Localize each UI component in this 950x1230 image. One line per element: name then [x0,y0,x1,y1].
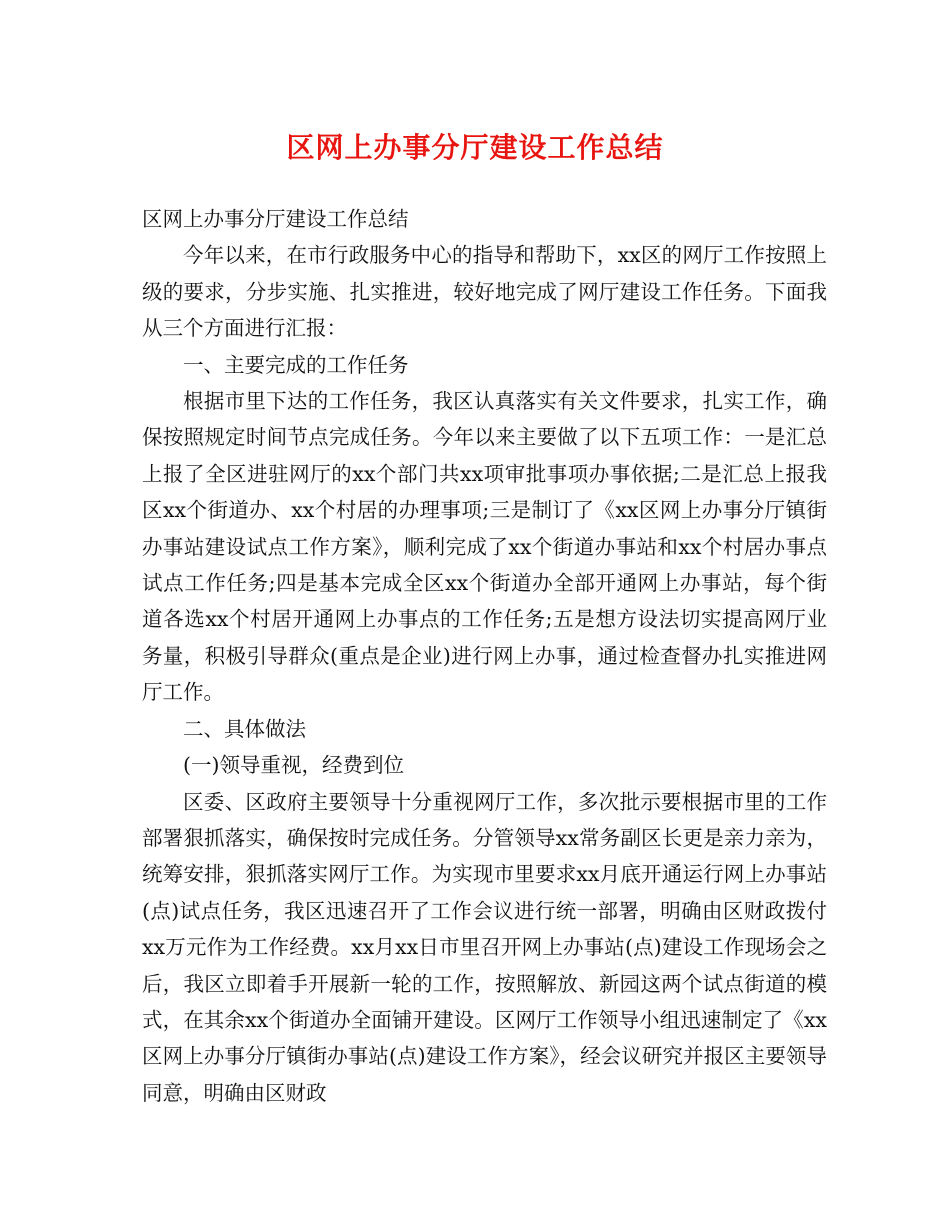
paragraph-tasks: 根据市里下达的工作任务，我区认真落实有关文件要求，扎实工作，确保按照规定时间节点完成任务。今年以来主要做了以下五项工作：一是汇总上报了全区进驻网厅的xx个部门共xx项审批事项办事依据;二是汇总上报我区xx个街道办、xx个村居的办理事项;三是制订了《xx区网上办事分厅镇街办事站建设试点工作方案》，顺利完成了xx个街道办事站和xx个村居办事点试点工作任务;四是基本完成全区xx个街道办全部开通网上办事站，每个街道各选xx个村居开通网上办事点的工作任务;五是想方设法切实提高网厅业务量，积极引导群众(重点是企业)进行网上办事，通过检查督办扎实推进网厅工作。 [142,389,827,705]
document-body [142,201,827,1111]
document-title: 区网上办事分厅建设工作总结 [286,131,664,164]
section-heading-1: 一、主要完成的工作任务 [183,352,409,377]
subsection-heading-1: (一)领导重视，经费到位 [183,753,404,778]
paragraph-leadership: 区委、区政府主要领导十分重视网厅工作，多次批示要根据市里的工作部署狠抓落实，确保按时完成任务。分管领导xx常务副区长更是亲力亲为，统筹安排，狠抓落实网厅工作。为实现市里要求xx月底开通运行网上办事站(点)试点任务，我区迅速召开了工作会议进行统一部署，明确由区财政拨付xx万元作为工作经费。xx月xx日市里召开网上办事站(点)建设工作现场会之后，我区立即着手开展新一轮的工作，按照解放、新园这两个试点街道的模式，在其余xx个街道办全面铺开建设。区网厅工作领导小组迅速制定了《xx区网上办事分厅镇街办事站(点)建设工作方案》，经会议研究并报区主要领导同意，明确由区财政 [142,789,827,1105]
section-heading-2: 二、具体做法 [183,716,306,741]
paragraph-intro: 今年以来，在市行政服务中心的指导和帮助下，xx区的网厅工作按照上级的要求，分步实施、扎实推进，较好地完成了网厅建设工作任务。下面我从三个方面进行汇报： [142,243,827,341]
paragraph-heading: 区网上办事分厅建设工作总结 [142,207,409,231]
